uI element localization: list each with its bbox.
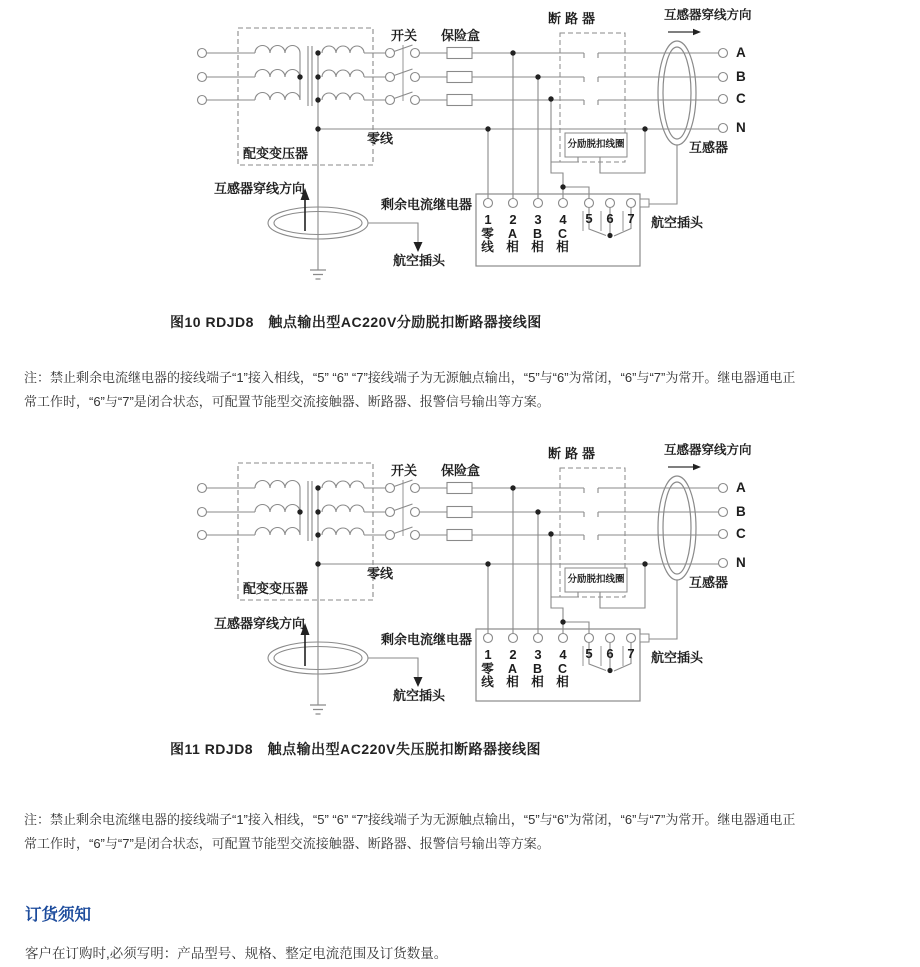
ct-direction-left-label: 互感器穿线方向 xyxy=(214,616,306,631)
ordering-text: 客户在订购时,必须写明：产品型号、规格、整定电流范围及订货数量。 xyxy=(25,946,448,961)
switch-symbol xyxy=(386,480,420,540)
fuse-box-label: 保险盒 xyxy=(441,463,481,478)
shunt-coil-label: 分励脱扣线圈 xyxy=(567,139,625,150)
neutral-label: 零线 xyxy=(367,131,394,146)
terminal-label: A相 xyxy=(506,227,519,254)
figure10-note-line2: 常工作时，“6”与“7”是闭合状态，可配置节能型交流接触器、断路器、报警信号输出等方案。 xyxy=(24,394,550,409)
relay-label: 剩余电流继电器 xyxy=(381,197,473,212)
terminal-number: 5 xyxy=(585,646,593,661)
terminal-number: 2 xyxy=(509,212,517,227)
ct-label: 互感器 xyxy=(689,575,729,590)
aviation-plug-right-label: 航空插头 xyxy=(651,650,704,665)
phase-b-label: B xyxy=(736,69,746,84)
ground-symbol xyxy=(310,270,326,279)
figure11-note-line1: 注：禁止剩余电流继电器的接线端子“1”接入相线，“5” “6” “7”接线端子为无源触点输出，“5”与“6”为常闭，“6”与“7”为常开。继电器通电正 xyxy=(24,812,796,827)
fuse-box-label: 保险盒 xyxy=(441,28,481,43)
transformer-label: 配变变压器 xyxy=(243,146,309,161)
fuse-and-lines xyxy=(420,483,719,541)
aviation-plug-bottom-label: 航空插头 xyxy=(393,688,446,703)
terminal-number: 6 xyxy=(606,646,614,661)
figure11-diagram xyxy=(0,435,920,735)
terminal-number: 3 xyxy=(534,212,542,227)
terminal-number: 3 xyxy=(534,647,542,662)
terminal-label: B相 xyxy=(531,227,544,254)
phase-a-label: A xyxy=(736,480,746,495)
fuse-and-lines xyxy=(420,48,719,106)
shunt-coil-label: 分励脱扣线圈 xyxy=(567,574,625,585)
terminal-number: 4 xyxy=(559,212,567,227)
breaker-label: 断路器 xyxy=(548,446,600,461)
ct-direction-left-label: 互感器穿线方向 xyxy=(214,181,306,196)
phase-c-label: C xyxy=(736,526,746,541)
neutral-label: 零线 xyxy=(367,566,394,581)
terminal-label: C相 xyxy=(556,227,569,254)
circuit-diagram-svg xyxy=(0,0,920,300)
phase-b-label: B xyxy=(736,504,746,519)
ct-direction-top-label: 互感器穿线方向 xyxy=(664,8,752,22)
figure10-note xyxy=(24,366,914,414)
terminal-number: 2 xyxy=(509,647,517,662)
phase-n-label: N xyxy=(736,555,746,570)
switch-symbol xyxy=(386,45,420,105)
transformer-label: 配变变压器 xyxy=(243,581,309,596)
ground-symbol xyxy=(310,705,326,714)
ordering-heading: 订货须知 xyxy=(25,906,91,924)
figure11-caption: 图11 RDJD8 触点输出型AC220V失压脱扣断路器接线图 xyxy=(170,741,542,757)
phase-a-label: A xyxy=(736,45,746,60)
figure10-caption: 图10 RDJD8 触点输出型AC220V分励脱扣断路器接线图 xyxy=(170,314,542,330)
aviation-plug-right-label: 航空插头 xyxy=(651,215,704,230)
figure11-note-line2: 常工作时，“6”与“7”是闭合状态，可配置节能型交流接触器、断路器、报警信号输出等方案。 xyxy=(24,836,550,851)
terminal-number: 4 xyxy=(559,647,567,662)
figure11-note xyxy=(24,808,914,856)
terminal-number: 7 xyxy=(627,646,635,661)
terminal-number: 5 xyxy=(585,211,593,226)
terminal-label: C相 xyxy=(556,662,569,689)
terminal-label: A相 xyxy=(506,662,519,689)
figure10-note-line1: 注：禁止剩余电流继电器的接线端子“1”接入相线，“5” “6” “7”接线端子为无源触点输出，“5”与“6”为常闭，“6”与“7”为常开。继电器通电正 xyxy=(24,370,796,385)
aviation-plug-bottom-label: 航空插头 xyxy=(393,253,446,268)
terminal-label: 零线 xyxy=(481,662,494,689)
switch-label: 开关 xyxy=(391,28,418,43)
breaker-label: 断路器 xyxy=(548,11,600,26)
terminal-number: 7 xyxy=(627,211,635,226)
terminal-label: B相 xyxy=(531,662,544,689)
relay-label: 剩余电流继电器 xyxy=(381,632,473,647)
ct-direction-top-label: 互感器穿线方向 xyxy=(664,443,752,457)
terminal-label: 零线 xyxy=(481,227,494,254)
phase-n-label: N xyxy=(736,120,746,135)
terminal-number: 1 xyxy=(484,212,492,227)
ct-label: 互感器 xyxy=(689,140,729,155)
phase-c-label: C xyxy=(736,91,746,106)
circuit-diagram-svg xyxy=(0,435,920,735)
figure10-diagram xyxy=(0,0,920,300)
terminal-number: 6 xyxy=(606,211,614,226)
terminal-number: 1 xyxy=(484,647,492,662)
switch-label: 开关 xyxy=(391,463,418,478)
